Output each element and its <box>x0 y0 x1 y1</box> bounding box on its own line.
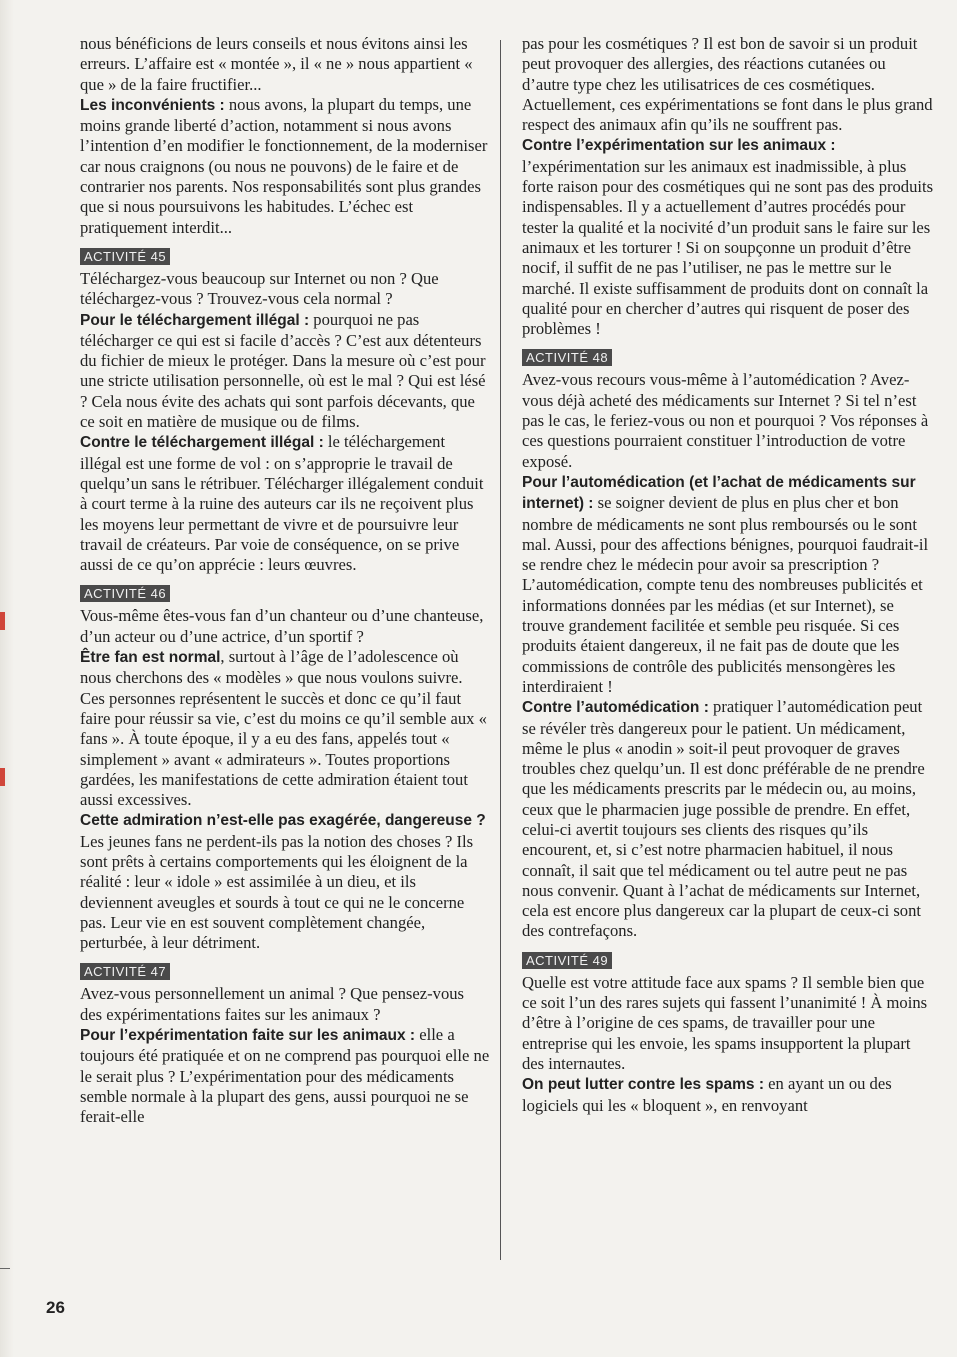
right-column <box>522 34 934 1116</box>
paragraph-text: nous avons, la plupart du temps, une moins grande liberté d’action, notamment si nous avons l’intention d’en modifier le fonctionnement, de la moderniser car nous craignons (ou nous ne pouvons) de le faire et de contrarier nos parents. Nos responsabilités sont plus grandes que si nous poursuivons les habitudes. L’échec est pratiquement interdit... <box>80 94 488 237</box>
paragraph-text: Quelle est votre attitude face aux spams ? Il semble bien que ce soit l’un des rares sujets qui fassent l’unanimité ! À moins d’être à l’origine de ces spams, de travailler pour une entreprise qui les envoie, les spams insupportent la plupart des internautes. <box>522 972 928 1073</box>
body-paragraph <box>522 370 934 471</box>
column-divider <box>500 40 501 1260</box>
paragraph-lead: Cette admiration n’est-elle pas exagérée, dangereuse ? <box>80 812 486 830</box>
body-paragraph <box>80 34 490 95</box>
activity-heading <box>522 339 934 370</box>
activity-label: ACTIVITÉ 47 <box>80 963 170 980</box>
argument-paragraph <box>522 135 934 339</box>
activity-label: ACTIVITÉ 48 <box>522 349 612 366</box>
paragraph-text: pas pour les cosmétiques ? Il est bon de savoir si un produit peut provoquer des allergies, des réactions cutanées ou d’autre type chez les utilisatrices de ces cosmétiques. Actuellement, ces expérimentations se font dans le plus grand respect des animaux afin qu’ils ne souffrent pas. <box>522 34 933 135</box>
paragraph-text: l’expérimentation sur les animaux est inadmissible, à plus forte raison pour des cosmétiques qui ne sont pas des produits indispensables. Il y a actuellement d’autres procédés pour tester la qualité et la nocivité d’un produit sans le faire sur les animaux et les torturer ! Si on soupçonne un produit d’être nocif, il suffit de ne pas l’utiliser, ne pas le mettre sur le marché. Il existe suffisamment de produits dont on connaît la qualité pour en chercher d’autres qui risquent de poser des problèmes ! <box>522 156 934 339</box>
argument-paragraph <box>522 697 934 942</box>
argument-paragraph <box>80 810 490 953</box>
paragraph-text: nous bénéficions de leurs conseils et nous évitons ainsi les erreurs. L’affaire est « montée », il « ne » nous appartient « que » de la faire fructifier... <box>80 34 473 94</box>
paragraph-lead: Contre l’expérimentation sur les animaux : <box>522 137 836 155</box>
paragraph-text: le téléchargement illégal est une forme de vol : on s’approprie le travail de quelqu’un sans le rétribuer. Télécharger illégalement conduit à court terme à la ruine des auteurs car ils ne reçoivent plus les moyens leur permettant de vivre et de poursuivre leur travail de créateurs. Par voie de conséquence, on se prive aussi de ce qu’on apprécie : leurs œuvres. <box>80 432 484 575</box>
paragraph-text: elle a toujours été pratiquée et on ne comprend pas pourquoi elle ne le serait plus ? L’expérimentation pour des médicaments semble normale à la plupart des gens, aussi pourquoi ne se ferait-elle <box>80 1025 490 1127</box>
paragraph-lead: Les inconvénients : <box>80 96 225 114</box>
page-number: 26 <box>46 1298 65 1317</box>
argument-paragraph <box>80 647 490 810</box>
paragraph-lead: On peut lutter contre les spams : <box>522 1076 765 1094</box>
activity-heading <box>80 238 490 269</box>
bleed-mark <box>0 612 5 630</box>
paragraph-text: pratiquer l’automédication peut se révéler très dangereux pour le patient. Un médicament, même le plus « anodin » soit-il peut provoquer de graves troubles chez quelqu’un. Il est donc préférable de ne prendre que les médicaments prescrits par le médecin ou, au moins, ceux que le pharmacien juge possible de prendre. En effet, celui-ci avertit toujours ses clients des risques qu’ils encourent, et, si c’est notre pharmacien habituel, il nous connaît, il sait que tel médicament ou tel autre peut ne pas nous convenir. Quant à l’achat de médicaments sur Internet, cela est encore plus dangereux car la plupart de ceux-ci sont des contrefaçons. <box>522 697 925 941</box>
page-edge <box>0 0 14 1357</box>
paragraph-text: Les jeunes fans ne perdent-ils pas la notion des choses ? Ils sont prêts à certains comportements qui les éloignent de la réalité : leur « idole » est assimilée à un dieu, et ils deviennent aveugles et sourds à tout ce qui ne le concerne pas. Leur vie en est souvent complètement changée, perturbée, à leur détriment. <box>80 831 474 953</box>
argument-paragraph <box>522 1074 934 1116</box>
argument-paragraph <box>522 472 934 697</box>
activity-heading <box>80 575 490 606</box>
argument-paragraph <box>80 310 490 433</box>
paragraph-text: , surtout à l’âge de l’adolescence où nous cherchons des « modèles » que nous voulons suivre. Ces personnes représentent le succès et donc ce qu’il faut faire pour réussir sa vie, c’est du moins ce qu’il semble aux « fans ». À toute époque, il y a eu des fans, appelés tout « simplement » avant « admirateurs ». Toutes proportions gardées, les manifestations de cette admiration étaient tout aussi excessives. <box>80 647 487 810</box>
bleed-mark <box>0 768 5 786</box>
argument-paragraph <box>80 95 490 238</box>
body-paragraph <box>522 973 934 1074</box>
left-column <box>80 34 490 1128</box>
body-paragraph <box>522 34 934 135</box>
paragraph-text: pourquoi ne pas télécharger ce qui est si facile d’accès ? C’est aux détenteurs du fichier de mieux le protéger. Dans la mesure où c’est pour une stricte utilisation personnelle, où est le mal ? Qui est lésé ? Cela nous évite des achats qui sont parfois décevants, que ce soit en matière de musique ou de films. <box>80 309 486 432</box>
paragraph-text: Avez-vous recours vous-même à l’automédication ? Avez-vous déjà acheté des médicaments sur Internet ? Si tel n’est pas le cas, le feriez-vous ou non et pourquoi ? Vos réponses à ces questions pourraient constituer l’introduction de votre exposé. <box>522 370 929 471</box>
paragraph-lead: Contre l’automédication : <box>522 699 709 717</box>
argument-paragraph <box>80 432 490 575</box>
activity-heading <box>522 942 934 973</box>
paragraph-text: Avez-vous personnellement un animal ? Que pensez-vous des expérimentations faites sur les animaux ? <box>80 984 464 1024</box>
paragraph-lead: Contre le téléchargement illégal : <box>80 434 324 452</box>
activity-label: ACTIVITÉ 46 <box>80 585 170 602</box>
paragraph-text: en ayant un ou des logiciels qui les « bloquent », en renvoyant <box>522 1074 892 1115</box>
activity-label: ACTIVITÉ 45 <box>80 248 170 265</box>
paragraph-text: Téléchargez-vous beaucoup sur Internet ou non ? Que téléchargez-vous ? Trouvez-vous cela normal ? <box>80 268 439 309</box>
body-paragraph <box>80 269 490 310</box>
argument-paragraph <box>80 1025 490 1127</box>
bottom-rule <box>0 1268 10 1269</box>
paragraph-lead: Pour l’automédication (et l’achat de médicaments sur internet) : <box>522 473 916 513</box>
body-paragraph <box>80 984 490 1025</box>
paragraph-text: Vous-même êtes-vous fan d’un chanteur ou d’une chanteuse, d’un acteur ou d’une actrice, d’un sportif ? <box>80 606 484 646</box>
body-paragraph <box>80 606 490 647</box>
paragraph-lead: Être fan est normal <box>80 649 221 667</box>
activity-label: ACTIVITÉ 49 <box>522 952 612 969</box>
paragraph-text: se soigner devient de plus en plus cher et bon nombre de médicaments ne sont plus remboursés ou le sont mal. Aussi, pour des affections bénignes, pourquoi faudrait-il se rendre chez le médecin pour avoir sa prescription ? L’automédication, compte tenu des nombreuses publicités et informations données par les médias (et sur Internet), se trouve grandement facilitée et semble peu risquée. Si ces produits étaient dangereux, il ne fait pas de doute que les commissions de contrôle des publicités mensongères les interdiraient ! <box>522 493 929 696</box>
paragraph-lead: Pour l’expérimentation faite sur les animaux : <box>80 1027 416 1045</box>
activity-heading <box>80 953 490 984</box>
paragraph-lead: Pour le téléchargement illégal : <box>80 311 310 329</box>
